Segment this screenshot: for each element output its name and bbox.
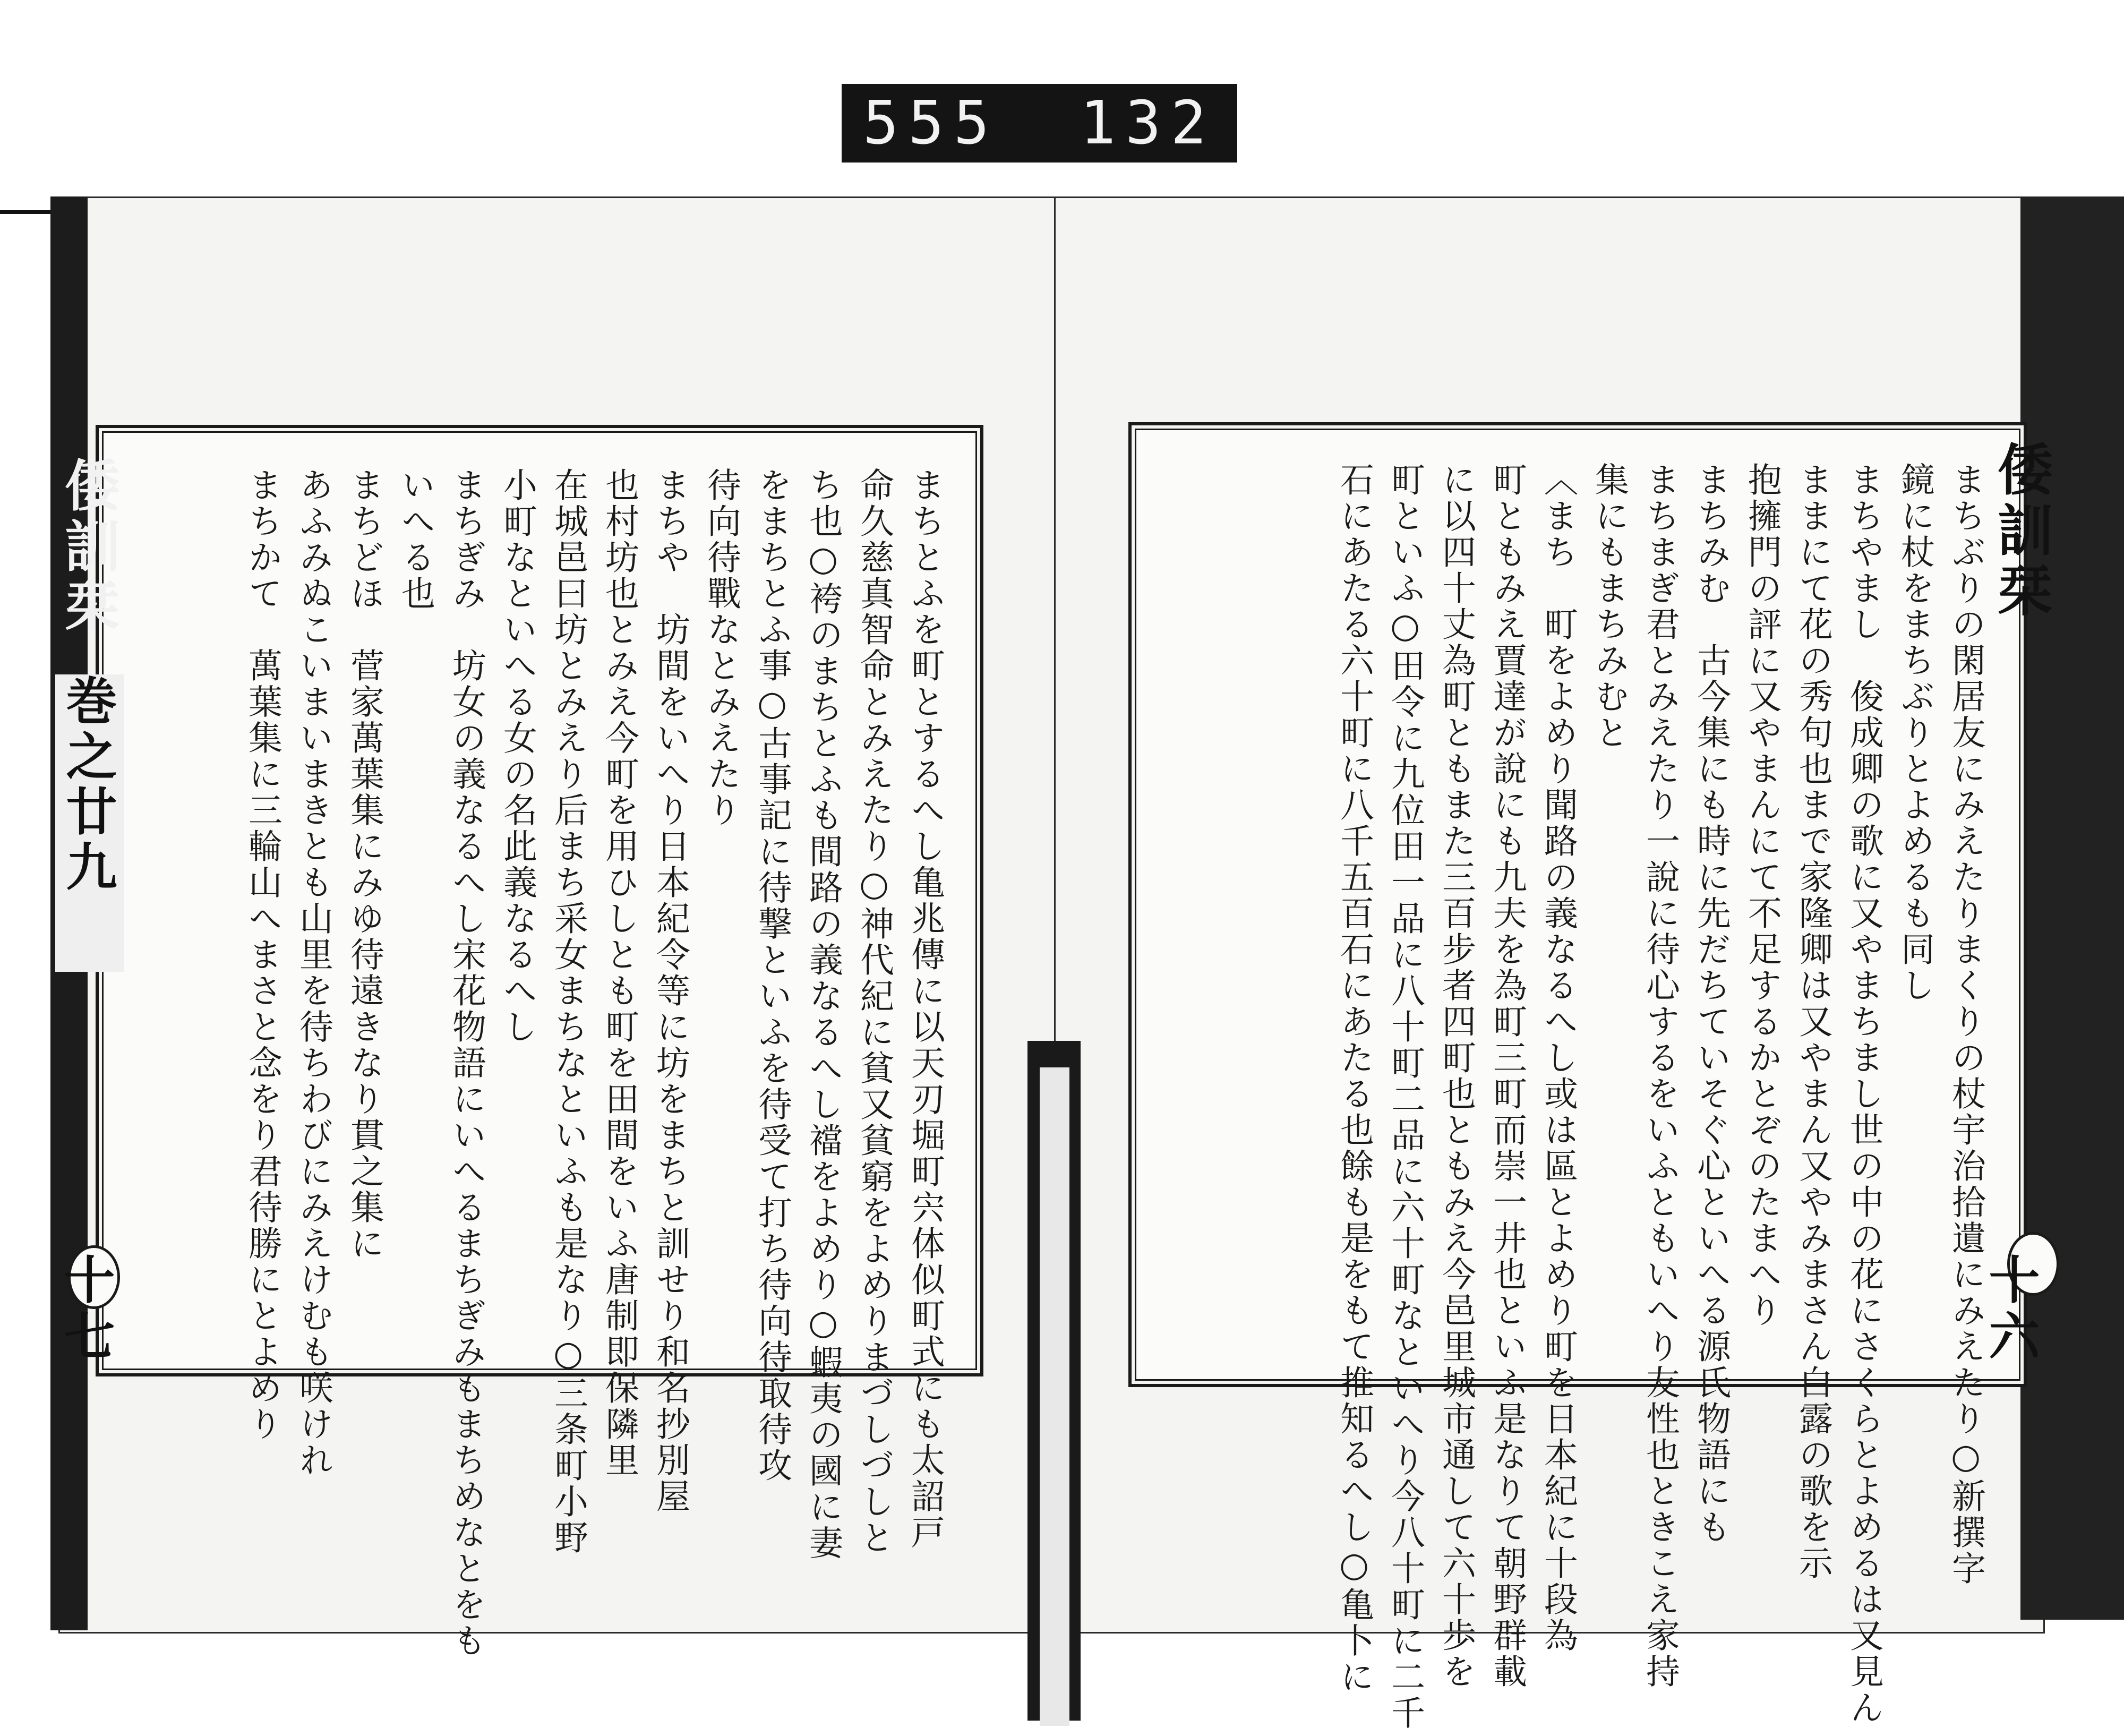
text-column: に以四十丈為町ともまた三百步者四町也ともみえ今邑里城市通して六十歩を [1436,462,1476,1690]
text-column: 町といふ○田令に九位田一品に八十町二品に六十町なといへり今八十町に二千 [1385,462,1425,1731]
text-column: ままにて花の秀句也まで家隆卿は又やまん又やみまさん白露の歌を示 [1793,462,1832,1581]
text-column: まちみむ 古今集にも時に先だちていそぐ心といへる源氏物語にも [1691,462,1731,1545]
text-column: まちぎみ 坊女の義なるへし宋花物語にいへるまちぎみもまちめなとをも [447,467,486,1659]
text-column: まちぶりの閑居友にみえたりまくりの杖宇治拾遺にみえたり○新撰字 [1946,462,1985,1587]
text-column: 集にもまちみむと [1589,462,1629,751]
text-column: あふみぬこいまいまきとも山里を待ちわびにみえけむも咲けれ [294,467,333,1478]
text-column: 命久慈真智命とみえたり○神代紀に貧又貧窮をよめりまづしづしと [854,467,894,1556]
right-page-body [1158,462,1991,1731]
right-running-title: 倭訓栞 [1988,441,2053,622]
text-column: 抱擁門の評に又やまんにて不足するかとぞのたまへり [1742,462,1782,1329]
left-volume-label: 巻之廿九 [55,674,124,972]
text-column: 〈まち 町をよめり聞路の義なるへし或は區とよめり町を日本紀に十段為 [1538,462,1578,1654]
right-folio-number: 十六 [1981,1253,2041,1366]
text-column: まちかて 萬葉集に三輪山へまさと念をり君待勝にとよめり [243,467,282,1442]
text-column: 町ともみえ賈達が說にも九夫を為町三町而崇一井也といふ是なりて朝野群載 [1487,462,1527,1690]
text-column: まちやまし 俊成卿の歌に又やまちまし世の中の花にさくらとよめるは又見ん [1844,462,1883,1726]
text-column: 小町なといへる女の名此義なるへし [498,467,537,1045]
spine-gutter [1040,1067,1069,1726]
text-column: まちとふを町とするへし亀兆傳に以天刃堀町宍体似町式にも太詔戸 [905,467,945,1551]
text-column: ち也○袴のまちとふも間路の義なるへし襠をよめり○蝦夷の國に妻 [803,467,843,1561]
text-column: 石にあたる六十町に八千五百石にあたる也餘も是をもて推知るへし○亀卜に [1334,462,1374,1695]
microfilm-reel-label [842,84,1237,163]
text-column: 也村坊也とみえ今町を用ひしとも町を田間をいふ唐制即保隣里 [599,467,639,1478]
left-page-body [122,467,950,1659]
right-book-edge [2020,196,2124,1620]
text-column: 待向待戰なとみえたり [701,467,741,828]
text-column: まちまぎ君とみえたり一說に待心するをいふともいへり友性也ときこえ家持 [1640,462,1680,1690]
reel-number: 555 [863,89,999,158]
left-folio-number: 十七 [56,1253,116,1366]
text-column: をまちとふ事○古事記に待撃といふを待受て打ち待向待取待攻 [752,467,792,1484]
text-column: まちや 坊間をいへり日本紀令等に坊をまちと訓せり和名抄別屋 [650,467,690,1515]
text-column: 在城邑曰坊とみえり后まち采女まちなといふも是なり○三条町小野 [549,467,588,1556]
text-column: まちどほ 菅家萬葉集にみゆ待遠きなり貫之集に [345,467,384,1262]
frame-number: 132 [1080,89,1216,158]
text-column: いへる也 [396,467,435,612]
text-column: 鏡に杖をまちぶりとよめるも同し [1895,462,1934,1004]
left-running-title: 倭訓栞 [55,457,121,638]
